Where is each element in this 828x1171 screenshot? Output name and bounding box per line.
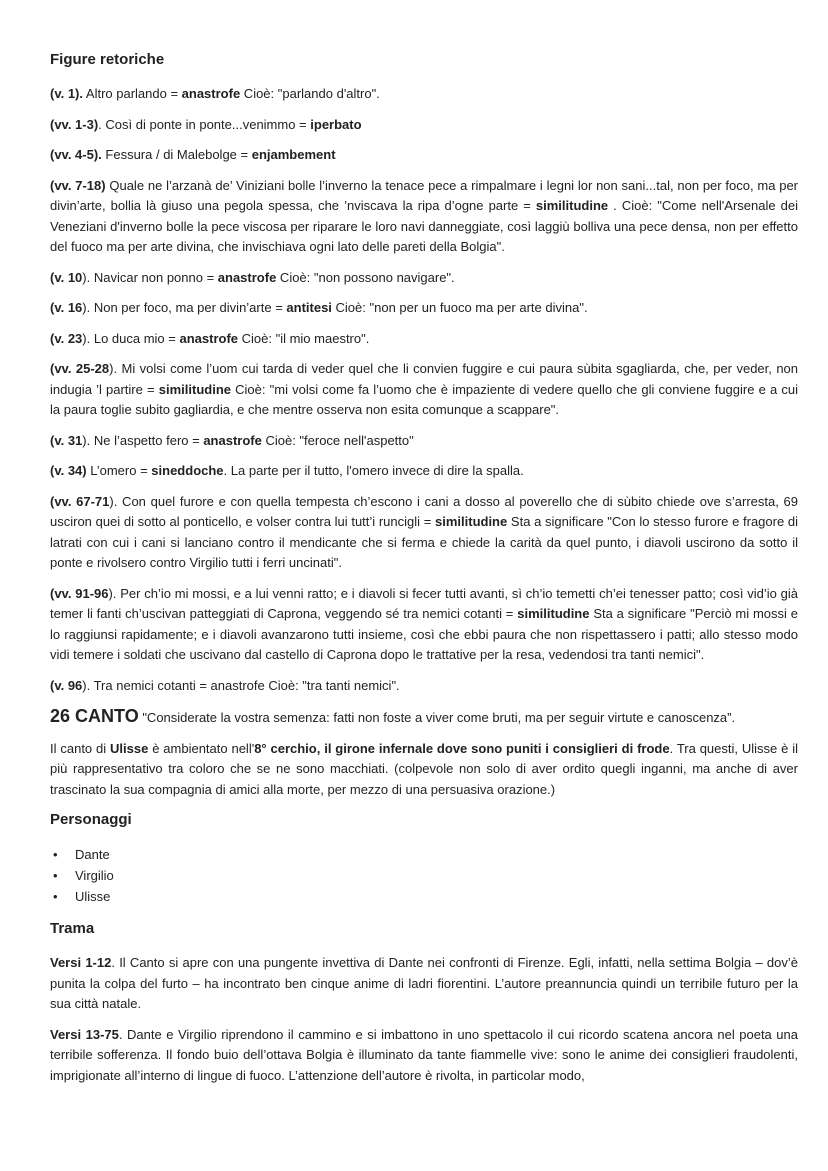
bullet-icon: • — [53, 889, 58, 904]
figure-entry-2: (vv. 1-3). Così di ponte in ponte...venimmo = iperbato — [50, 116, 362, 132]
figure-entry-5: (v. 10). Navicar non ponno = anastrofe Cioè: "non possono navigare". — [50, 269, 455, 285]
personaggi-heading: Personaggi — [50, 811, 132, 828]
trama-versi-1-12: Versi 1-12. Il Canto si apre con una pungente invettiva di Dante nei confronti di Firenze. Egli, infatti, nella settima Bolgia – dov’è punita la colpa del furto – ha incontrato ben cinque anime di ladri fiorentini. L’autore preannuncia quindi un terribile futuro per la sua città natale. — [50, 955, 798, 1011]
list-item: • Virgilio — [50, 865, 798, 886]
figure-entry-6: (v. 16). Non per foco, ma per divin’arte = antitesi Cioè: "non per un fuoco ma per arte divina". — [50, 300, 588, 315]
figure-entry-12: (vv. 91-96). Per ch’io mi mossi, e a lui venni ratto; e i diavoli si fecer tutti avanti, sì ch’io temetti ch’ei tenesser patto; così vid’io già temer li fanti ch’uscivan patteggiati di Caprona, veggendo sé tra nemici cotanti = similitudine Sta a significare "Perciò mi mossi e lo raggiunsi rapidamente; e i diavoli avanzarono tutti insieme, così che ebbi paura che non rispettassero i patti; allo stesso modo vidi temere i soldati che uscivano dal castello di Caprona dopo le trattative per la resa, vedendosi tra tanti nemici". — [50, 585, 798, 662]
figure-entry-11: (vv. 67-71). Con quel furore e con quella tempesta ch’escono i cani a dosso al poverello che di sùbito chiede ove s’arresta, 69 usciron quei di sotto al ponticello, e volser contra lui tutt’i runcigli = similitudine Sta a significare "Con lo stesso furore e fragore di latrati con cui i cani si lanciano contro il mendicante che si ferma e chiede la carità da quel punto, i diavoli uscirono da sotto il ponte e rivolsero contro Virgilio tutti i ferri uncinati". — [50, 493, 799, 570]
figure-retoriche-heading: Figure retoriche — [50, 51, 165, 68]
figure-entry-4: (vv. 7-18) Quale ne l’arzanà de’ Viniziani bolle l’inverno la tenace pece a rimpalmare i legni lor non sani...tal, non per foco, ma per divin’arte, bollia là giuso una pegola spessa, che ’nviscava la ripa d’ogne parte = similitudine . Cioè: "Come nell'Arsenale dei Veneziani d'inverno bolle la pece viscosa per riparare le loro navi danneggiate, così laggiù bolliva una pece densa, non per effetto del fuoco ma per arte divina, che invischiava ogni lato delle pareti della Bolgia". — [50, 177, 798, 254]
list-item: • Ulisse — [50, 886, 798, 907]
canto-title: 26 CANTO — [50, 706, 139, 726]
figure-entry-8: (vv. 25-28). Mi volsi come l’uom cui tarda di veder quel che li convien fuggire e cui paura sùbita sgagliarda, che, per veder, non indugia ’l partire = similitudine Cioè: "mi volsi come fa l’uomo che è impaziente di vedere quello che gli conviene fuggire e a cui la paura toglie subito gagliardia, e che mentre osserva non esita comunque a scappare". — [50, 361, 799, 417]
canto-intro: Il canto di Ulisse è ambientato nell'8° cerchio, il girone infernale dove sono puniti i consiglieri di frode. Tra questi, Ulisse è il più rappresentativo tra coloro che se ne sono macchiati. (colpevole non solo di aver ordito quegli inganni, ma anche di aver trascinato la sua compagnia di amici alla morte, per mezzo di una persuasiva orazione.) — [50, 740, 798, 797]
figure-entry-10: (v. 34) L’omero = sineddoche. La parte per il tutto, l'omero invece di dire la spalla. — [50, 463, 524, 478]
bullet-icon: • — [53, 847, 58, 862]
list-item: • Dante — [50, 844, 798, 865]
canto-quote: "Considerate la vostra semenza: fatti non foste a viver come bruti, ma per seguir virtute e canoscenza”. — [138, 710, 736, 725]
figure-entry-7: (v. 23). Lo duca mio = anastrofe Cioè: "il mio maestro". — [50, 330, 370, 346]
bullet-icon: • — [53, 868, 58, 883]
trama-versi-13-75: Versi 13-75. Dante e Virgilio riprendono il cammino e si imbattono in uno spettacolo il cui ricordo scatena ancora nel poeta una terribile sofferenza. Il fondo buio dell’ottava Bolgia è illuminato da tante fiammelle vive: sono le anime dei consiglieri fraudolenti, imprigionate all’interno di lingue di fuoco. L’attenzione dell’autore è rivolta, in particolar modo, — [50, 1026, 798, 1083]
figure-entry-9: (v. 31). Ne l’aspetto fero = anastrofe Cioè: "feroce nell'aspetto" — [50, 432, 414, 448]
canto-title-line — [50, 706, 798, 729]
trama-heading: Trama — [50, 920, 95, 937]
figure-entry-3: (vv. 4-5). Fessura / di Malebolge = enjambement — [50, 147, 336, 162]
personaggi-list — [50, 844, 798, 907]
figure-entry-1: (v. 1). Altro parlando = anastrofe Cioè: "parlando d'altro". — [50, 86, 380, 101]
figure-entry-13: (v. 96). Tra nemici cotanti = anastrofe Cioè: "tra tanti nemici". — [50, 677, 400, 693]
